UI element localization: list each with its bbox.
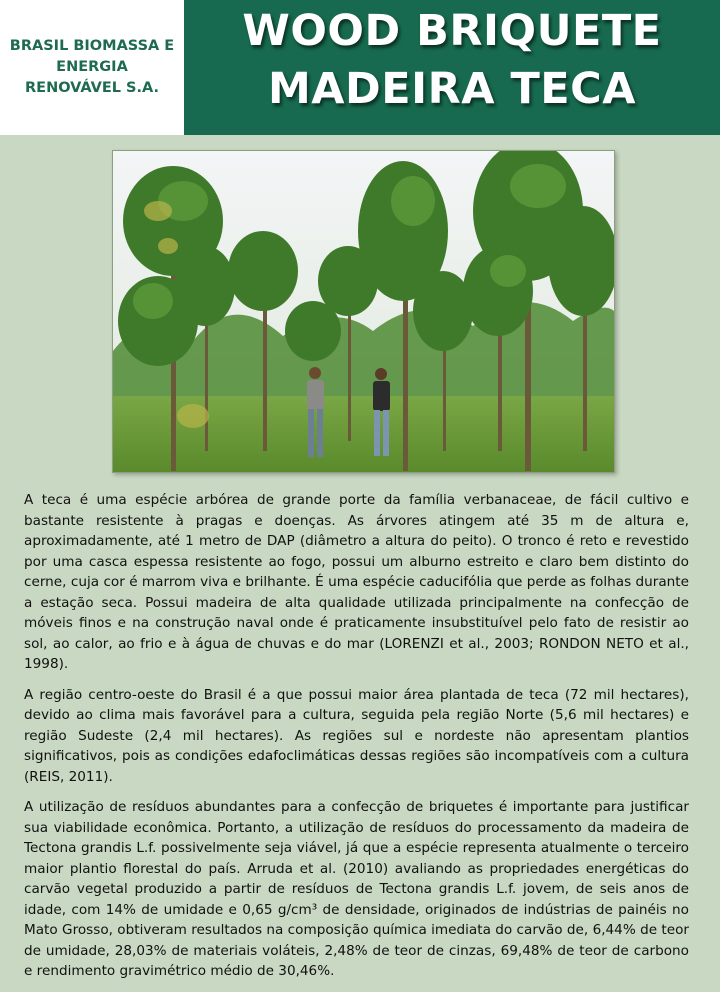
- article-body: [24, 490, 689, 992]
- company-name: BRASIL BIOMASSA E ENERGIA RENOVÁVEL S.A.: [9, 38, 175, 96]
- header: [0, 0, 720, 135]
- paragraph-residue-use: A utilização de resíduos abundantes para a confecção de briquetes é importante para justificar sua viabilidade econômica. Portanto, a utilização de resíduos do processamento da madeira de Tectona grandis L.f. possivelmente seja viável, já que a espécie representa atualmente o terceiro maior plantio florestal do país. Arruda et al. (2010) avaliando as propriedades energéticas do carvão vegetal produzido a partir de resíduos de Tectona grandis L.f. jovem, de seis anos de idade, com 14% de umidade e 0,65 g/cm³ de densidade, originados de indústrias de painéis no Mato Grosso, obtiveram resultados na composição química imediata do carvão de, 6,44% de teor de umidade, 28,03% de materiais voláteis, 2,48% de teor de cinzas, 69,48% de teor de carbono e rendimento gravimétrico médio de 30,46%.: [24, 799, 689, 979]
- paragraph-teca-description: A teca é uma espécie arbórea de grande porte da família verbanaceae, de fácil cultivo e bastante resistente à pragas e doenças. As árvores atingem até 35 m de altura e, aproximadamente, até 1 metro de DAP (diâmetro a altura do peito). O tronco é reto e revestido por uma casca espessa resistente ao fogo, possui um alburno estreito e claro bem distinto do cerne, cuja cor é marrom viva e brilhante. É uma espécie caducifólia que perde as folhas durante a estação seca. Possui madeira de alta qualidade utilizada principalmente na confecção de móveis finos e na construção naval onde é praticamente insubstituível pelo fato de resistir ao sol, ao calor, ao frio e à água de chuvas e do mar (LORENZI et al., 2003; RONDON NETO et al., 1998).: [24, 492, 689, 672]
- page-title-line-2: MADEIRA TECA: [267, 64, 637, 114]
- title-banner: [184, 0, 720, 135]
- page-title-line-1: WOOD BRIQUETE: [242, 6, 662, 56]
- photo-illustration: [113, 151, 614, 472]
- company-logo-box: [0, 0, 184, 135]
- teak-plantation-photo: [112, 150, 615, 473]
- paragraph-planted-area: A região centro-oeste do Brasil é a que possui maior área plantada de teca (72 mil hectares), devido ao clima mais favorável para a cultura, seguida pela região Norte (5,6 mil hectares) e região Sudeste (2,4 mil hectares). As regiões sul e nordeste não apresentam plantios significativos, pois as condições edafoclimáticas dessas regiões são incompatíveis com a cultura (REIS, 2011).: [24, 686, 689, 785]
